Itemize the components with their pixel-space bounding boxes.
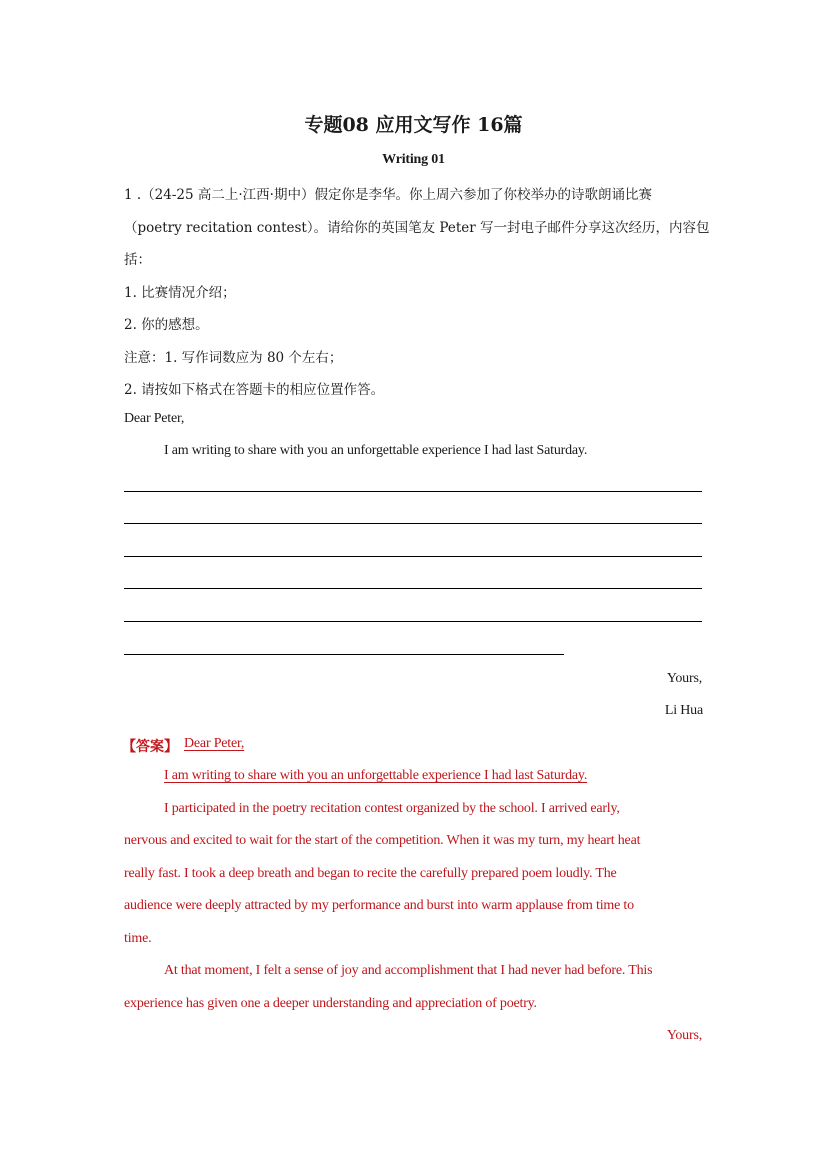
answer-paragraph-1-line-5: time. <box>124 931 152 946</box>
note-2: 2. 请按如下格式在答题卡的相应位置作答。 <box>124 382 385 398</box>
answer-opening: I am writing to share with you an unforgettable experience I had last Saturday. <box>164 768 588 783</box>
question-line-3: 括： <box>124 252 151 268</box>
writing-line <box>124 556 702 557</box>
answer-greeting: Dear Peter, <box>184 736 245 751</box>
answer-paragraph-2-line-2: experience has given one a deeper understanding and appreciation of poetry. <box>124 996 537 1011</box>
letter-closing: Yours, <box>666 671 702 686</box>
letter-signature: Li Hua <box>664 703 703 718</box>
question-line-1: 1 .（24-25 高二上·江西·期中）假定你是李华。你上周六参加了你校举办的诗歌朗诵比赛 <box>124 187 652 203</box>
note-1: 注意：1. 写作词数应为 80 个左右； <box>124 350 343 366</box>
question-line-2: （poetry recitation contest）。请给你的英国笔友 Peter 写一封电子邮件分享这次经历，内容包 <box>124 220 710 236</box>
letter-opening: I am writing to share with you an unforgettable experience I had last Saturday. <box>164 443 588 458</box>
letter-greeting: Dear Peter, <box>124 411 185 426</box>
answer-paragraph-2-line-1: At that moment, I felt a sense of joy and accomplishment that I had never had before. This <box>164 963 653 978</box>
writing-line <box>124 654 564 655</box>
page-title: 专题08 应用文写作 16篇 <box>304 114 523 136</box>
answer-paragraph-1-line-2: nervous and excited to wait for the start of the competition. When it was my turn, my heart heat <box>124 833 641 848</box>
question-point-2: 2. 你的感想。 <box>124 317 209 333</box>
answer-label: 【答案】 <box>122 739 178 755</box>
writing-line <box>124 621 702 622</box>
answer-paragraph-1-line-4: audience were deeply attracted by my performance and burst into warm applause from time to <box>124 898 634 913</box>
writing-line <box>124 588 702 589</box>
writing-line <box>124 523 702 524</box>
answer-paragraph-1-line-1: I participated in the poetry recitation contest organized by the school. I arrived early, <box>164 801 620 816</box>
answer-closing: Yours, <box>666 1028 702 1043</box>
answer-paragraph-1-line-3: really fast. I took a deep breath and began to recite the carefully prepared poem loudly. The <box>124 866 617 881</box>
page-subtitle: Writing 01 <box>382 152 445 167</box>
question-point-1: 1. 比赛情况介绍； <box>124 285 236 301</box>
writing-line <box>124 491 702 492</box>
